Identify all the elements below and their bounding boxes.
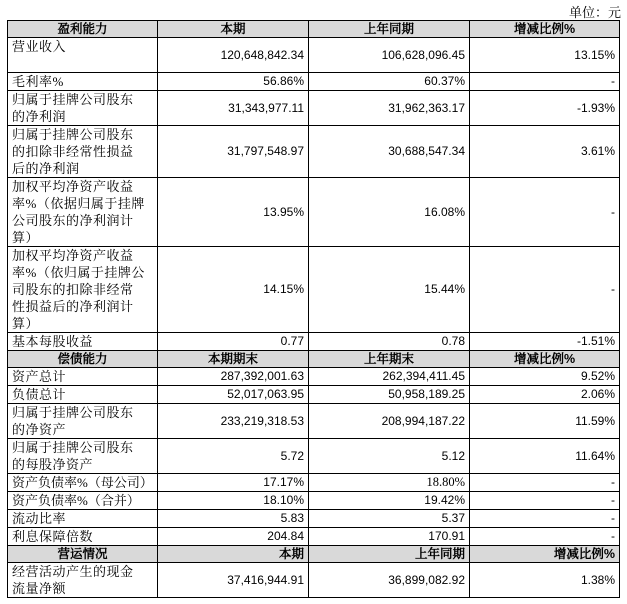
table-row [8,404,620,439]
row-label: 归属于挂牌公司股东 的扣除非经常性损益 后的净利润 [8,126,158,178]
table-row [8,91,620,126]
table-row [8,178,620,247]
row-label: 加权平均净资产收益 率%（依归属于挂牌公 司股东的扣除非经常 性损益后的净利润计 算） [8,247,158,333]
current-value: 13.95% [158,178,309,247]
unit-label: 单位：元 [568,5,621,20]
change-percent: 11.64% [470,439,620,474]
current-value: 233,219,318.53 [158,404,309,439]
current-value: 5.83 [158,510,309,528]
previous-value: 106,628,096.45 [309,38,470,73]
current-value: 52,017,063.95 [158,386,309,404]
row-label: 营业收入 [8,38,158,73]
row-label: 经营活动产生的现金 流量净额 [8,563,158,598]
current-value: 17.17% [158,474,309,492]
current-value: 287,392,001.63 [158,368,309,386]
header-cell: 增减比例% [470,351,620,368]
previous-value: 170.91 [309,528,470,546]
table-row [8,528,620,546]
table-row [8,510,620,528]
row-label: 毛利率% [8,73,158,91]
table-row [8,439,620,474]
header-cell: 盈利能力 [8,21,158,38]
table-row [8,38,620,73]
change-percent: -1.51% [470,333,620,351]
previous-value: 30,688,547.34 [309,126,470,178]
header-cell: 上年同期 [309,546,470,563]
current-value: 31,797,548.97 [158,126,309,178]
financial-indicators-table [7,20,620,598]
previous-value: 5.37 [309,510,470,528]
change-percent: 9.52% [470,368,620,386]
row-label: 资产负债率%（合并） [8,492,158,510]
table-row [8,492,620,510]
change-percent: - [470,492,620,510]
current-value: 120,648,842.34 [158,38,309,73]
previous-value: 208,994,187.22 [309,404,470,439]
previous-value: 19.42% [309,492,470,510]
table-row [8,247,620,333]
table-row [8,333,620,351]
change-percent: - [470,178,620,247]
change-percent: -1.93% [470,91,620,126]
previous-value: 15.44% [309,247,470,333]
row-label: 基本每股收益 [8,333,158,351]
row-label: 归属于挂牌公司股东 的净资产 [8,404,158,439]
previous-value: 50,958,189.25 [309,386,470,404]
row-label: 加权平均净资产收益 率%（依据归属于挂牌 公司股东的净利润计 算） [8,178,158,247]
current-value: 5.72 [158,439,309,474]
row-label: 归属于挂牌公司股东 的每股净资产 [8,439,158,474]
header-cell: 本期 [158,21,309,38]
profit-header-row [8,21,620,38]
current-value: 37,416,944.91 [158,563,309,598]
change-percent: 13.15% [470,38,620,73]
previous-value: 0.78 [309,333,470,351]
table-row [8,386,620,404]
previous-value: 60.37% [309,73,470,91]
change-percent: 11.59% [470,404,620,439]
previous-value: 36,899,082.92 [309,563,470,598]
row-label: 负债总计 [8,386,158,404]
change-percent: - [470,247,620,333]
header-cell: 营运情况 [8,546,158,563]
current-value: 56.86% [158,73,309,91]
change-percent: - [470,510,620,528]
row-label: 流动比率 [8,510,158,528]
change-percent: - [470,73,620,91]
row-label: 利息保障倍数 [8,528,158,546]
change-percent: 3.61% [470,126,620,178]
row-label: 资产负债率%（母公司） [8,474,158,492]
solvency-header-row [8,351,620,368]
current-value: 31,343,977.11 [158,91,309,126]
table-row [8,474,620,492]
current-value: 204.84 [158,528,309,546]
previous-value: 18.80% [309,474,470,492]
current-value: 0.77 [158,333,309,351]
change-percent: - [470,528,620,546]
header-cell: 增减比例% [470,21,620,38]
header-cell: 本期期末 [158,351,309,368]
header-cell: 上年期末 [309,351,470,368]
row-label: 归属于挂牌公司股东 的净利润 [8,91,158,126]
current-value: 14.15% [158,247,309,333]
header-cell: 增减比例% [470,546,620,563]
header-cell: 本期 [158,546,309,563]
previous-value: 5.12 [309,439,470,474]
previous-value: 262,394,411.45 [309,368,470,386]
change-percent: - [470,474,620,492]
header-cell: 上年同期 [309,21,470,38]
change-percent: 1.38% [470,563,620,598]
table-row [8,126,620,178]
previous-value: 31,962,363.17 [309,91,470,126]
row-label: 资产总计 [8,368,158,386]
previous-value: 16.08% [309,178,470,247]
table-row [8,368,620,386]
table-row [8,73,620,91]
current-value: 18.10% [158,492,309,510]
change-percent: 2.06% [470,386,620,404]
operations-header-row [8,546,620,563]
header-cell: 偿债能力 [8,351,158,368]
table-row [8,563,620,598]
